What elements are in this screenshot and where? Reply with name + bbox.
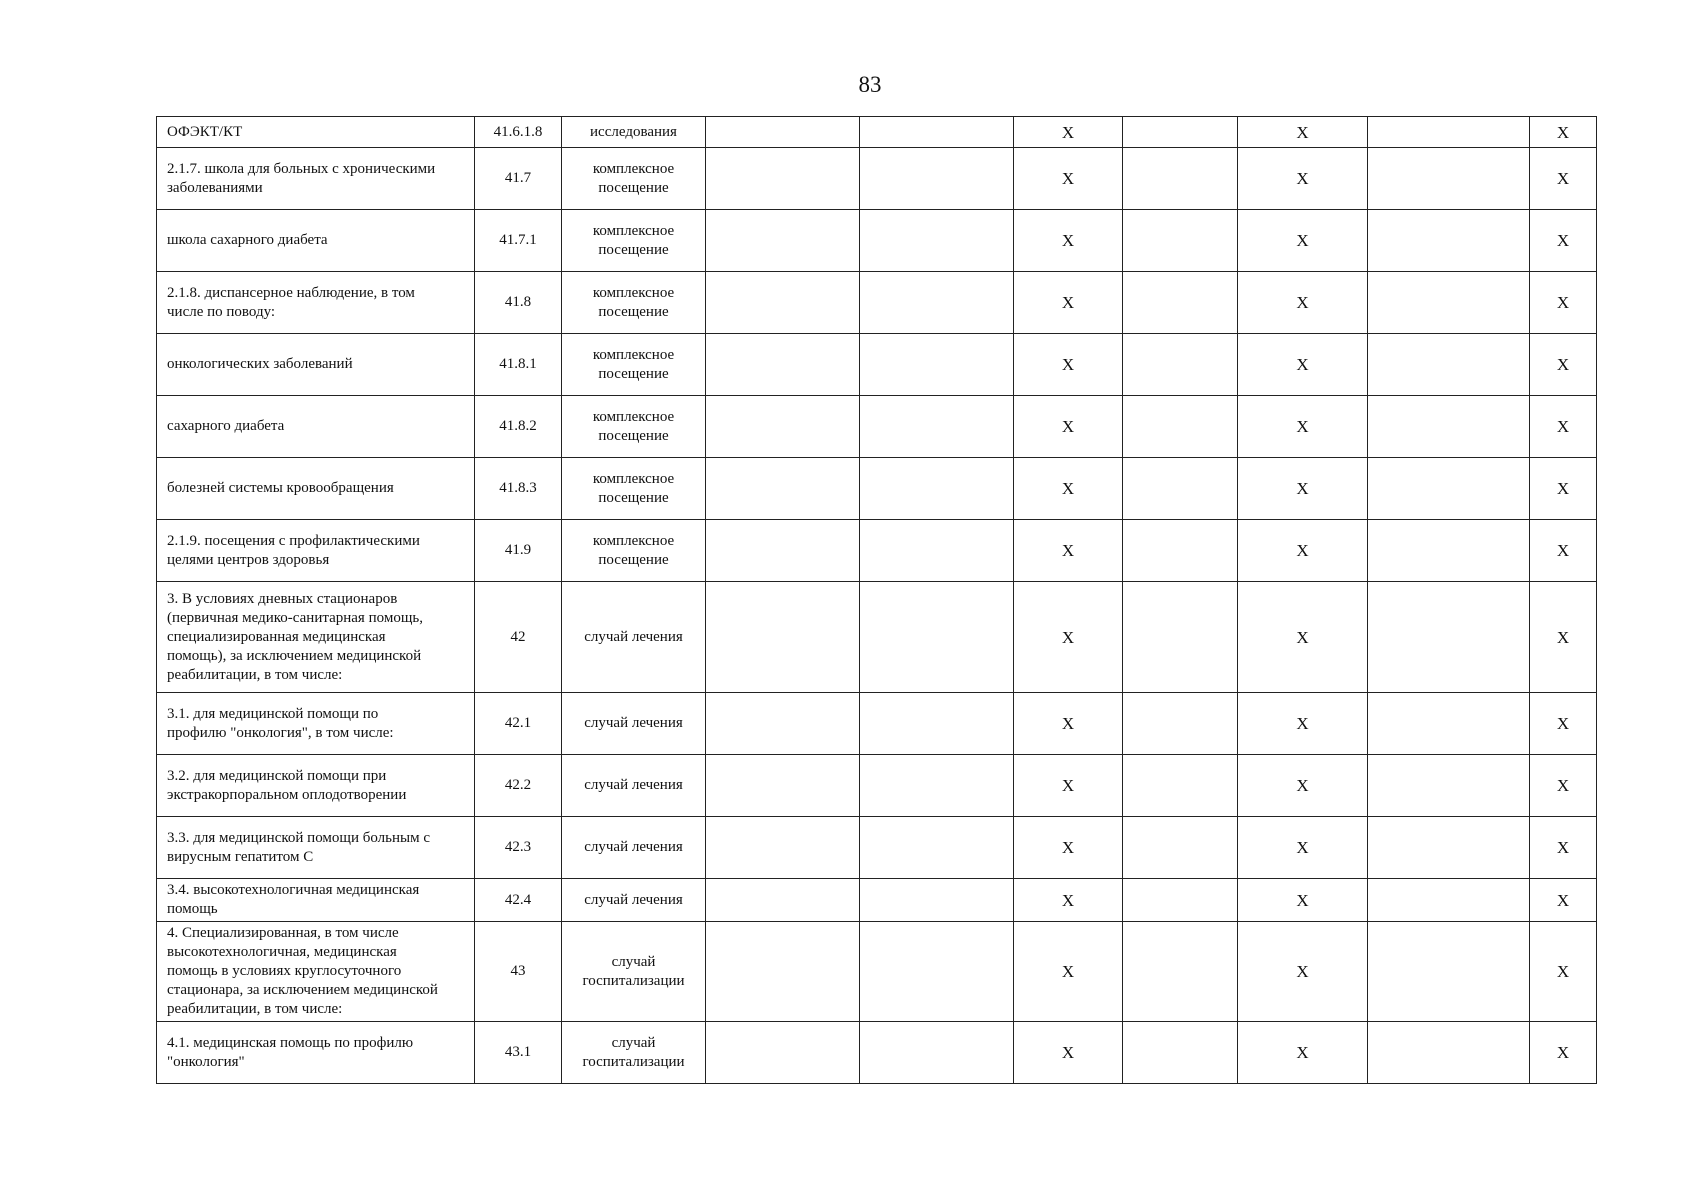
empty-cell: [1368, 117, 1530, 148]
x-mark-cell: [1530, 210, 1597, 272]
row-code-cell: [475, 210, 562, 272]
row-unit-cell: [562, 520, 706, 582]
row-name-cell: [157, 922, 475, 1022]
data-table: [156, 116, 1597, 1084]
table-row: [157, 334, 1597, 396]
table-body: [157, 117, 1597, 1084]
x-mark-cell-text: X: [1296, 962, 1309, 981]
row-unit-cell: [562, 458, 706, 520]
empty-cell: [706, 520, 860, 582]
table-row: [157, 148, 1597, 210]
row-name-cell-text: 3.1. для медицинской помощи по профилю "онкология", в том числе:: [167, 705, 394, 741]
x-mark-cell: [1238, 520, 1368, 582]
x-mark-cell-text: X: [1061, 1043, 1075, 1062]
row-code-cell-text: 42.1: [504, 715, 532, 731]
empty-cell: [706, 272, 860, 334]
row-unit-cell: [562, 148, 706, 210]
empty-cell: [706, 148, 860, 210]
empty-cell: [1123, 458, 1238, 520]
empty-cell: [860, 458, 1014, 520]
x-mark-cell: [1530, 817, 1597, 879]
row-code-cell-text: 41.8.2: [499, 418, 537, 434]
row-code-cell: [475, 1022, 562, 1084]
empty-cell: [860, 693, 1014, 755]
row-code-cell: [475, 117, 562, 148]
empty-cell: [1123, 210, 1238, 272]
empty-cell: [706, 582, 860, 693]
row-unit-cell-text: комплексное посещение: [592, 532, 675, 568]
x-mark-cell: [1238, 922, 1368, 1022]
row-name-cell-text: 3.2. для медицинской помощи при экстракорпоральном оплодотворении: [167, 767, 407, 803]
x-mark-cell: [1530, 117, 1597, 148]
row-unit-cell: [562, 1022, 706, 1084]
row-unit-cell: [562, 755, 706, 817]
x-mark-cell: [1530, 693, 1597, 755]
x-mark-cell-text: X: [1061, 169, 1075, 188]
x-mark-cell-text: X: [1061, 417, 1075, 436]
x-mark-cell: [1014, 922, 1123, 1022]
row-name-cell: [157, 458, 475, 520]
empty-cell: [1368, 148, 1530, 210]
empty-cell: [1123, 148, 1238, 210]
row-code-cell: [475, 396, 562, 458]
x-mark-cell-text: X: [1296, 714, 1309, 733]
row-code-cell-text: 41.8: [504, 294, 532, 310]
row-name-cell: [157, 117, 475, 148]
row-name-cell-text: 2.1.9. посещения с профилактическими целями центров здоровья: [167, 532, 420, 568]
x-mark-cell-text: X: [1296, 1043, 1309, 1062]
x-mark-cell-text: X: [1556, 231, 1570, 250]
row-unit-cell: [562, 922, 706, 1022]
x-mark-cell: [1014, 755, 1123, 817]
row-name-cell: [157, 272, 475, 334]
row-name-cell: [157, 755, 475, 817]
x-mark-cell-text: X: [1556, 169, 1570, 188]
empty-cell: [1123, 272, 1238, 334]
x-mark-cell-text: X: [1296, 293, 1309, 312]
empty-cell: [860, 334, 1014, 396]
row-name-cell: [157, 334, 475, 396]
row-code-cell-text: 42.4: [504, 891, 532, 908]
x-mark-cell: [1530, 334, 1597, 396]
row-name-cell-text: школа сахарного диабета: [167, 232, 328, 248]
empty-cell: [860, 210, 1014, 272]
empty-cell: [860, 396, 1014, 458]
x-mark-cell: [1530, 1022, 1597, 1084]
empty-cell: [1368, 879, 1530, 922]
x-mark-cell-text: X: [1556, 293, 1570, 312]
x-mark-cell: [1014, 817, 1123, 879]
x-mark-cell-text: X: [1061, 541, 1075, 560]
x-mark-cell-text: X: [1296, 838, 1309, 857]
x-mark-cell-text: X: [1061, 962, 1075, 981]
empty-cell: [1368, 210, 1530, 272]
x-mark-cell: [1014, 117, 1123, 148]
empty-cell: [1368, 817, 1530, 879]
row-code-cell: [475, 817, 562, 879]
empty-cell: [1123, 693, 1238, 755]
row-code-cell-text: 41.8.3: [499, 480, 537, 496]
table-row: [157, 210, 1597, 272]
row-code-cell-text: 43.1: [504, 1044, 532, 1060]
x-mark-cell: [1014, 1022, 1123, 1084]
row-name-cell-text: сахарного диабета: [167, 418, 285, 434]
row-code-cell: [475, 272, 562, 334]
empty-cell: [860, 148, 1014, 210]
empty-cell: [1368, 520, 1530, 582]
x-mark-cell-text: X: [1296, 417, 1309, 436]
empty-cell: [706, 693, 860, 755]
x-mark-cell: [1014, 334, 1123, 396]
row-unit-cell-text: комплексное посещение: [592, 284, 675, 320]
row-name-cell: [157, 210, 475, 272]
row-unit-cell-text: случай лечения: [584, 777, 683, 793]
row-unit-cell-text: исследования: [590, 123, 677, 140]
empty-cell: [1123, 396, 1238, 458]
row-name-cell-text: 4.1. медицинская помощь по профилю "онкология": [167, 1034, 414, 1070]
x-mark-cell-text: X: [1556, 962, 1570, 981]
empty-cell: [1123, 879, 1238, 922]
x-mark-cell-text: X: [1296, 169, 1309, 188]
row-code-cell-text: 42.3: [504, 839, 532, 855]
x-mark-cell-text: X: [1556, 627, 1570, 647]
row-code-cell-text: 41.8.1: [499, 356, 537, 372]
empty-cell: [1368, 922, 1530, 1022]
x-mark-cell-text: X: [1061, 355, 1075, 374]
row-name-cell-text: 2.1.7. школа для больных с хроническими заболеваниями: [167, 160, 436, 196]
x-mark-cell-text: X: [1061, 890, 1075, 910]
row-code-cell: [475, 755, 562, 817]
row-code-cell: [475, 148, 562, 210]
empty-cell: [1368, 396, 1530, 458]
row-unit-cell-text: случай госпитализации: [582, 953, 685, 989]
table-row: [157, 1022, 1597, 1084]
x-mark-cell-text: X: [1061, 714, 1075, 733]
row-name-cell-text: онкологических заболеваний: [167, 356, 353, 372]
x-mark-cell-text: X: [1556, 776, 1570, 795]
row-code-cell: [475, 879, 562, 922]
table-row: [157, 755, 1597, 817]
x-mark-cell: [1238, 117, 1368, 148]
table-row: [157, 582, 1597, 693]
row-name-cell: [157, 396, 475, 458]
empty-cell: [1123, 334, 1238, 396]
x-mark-cell: [1530, 582, 1597, 693]
empty-cell: [1123, 117, 1238, 148]
row-name-cell-text: болезней системы кровообращения: [167, 480, 394, 496]
empty-cell: [706, 458, 860, 520]
x-mark-cell: [1530, 755, 1597, 817]
x-mark-cell-text: X: [1296, 627, 1309, 647]
empty-cell: [1123, 922, 1238, 1022]
row-unit-cell: [562, 582, 706, 693]
x-mark-cell: [1238, 334, 1368, 396]
x-mark-cell: [1530, 879, 1597, 922]
empty-cell: [706, 879, 860, 922]
row-unit-cell: [562, 210, 706, 272]
row-name-cell-text: 3.4. высокотехнологичная медицинская помощь: [167, 882, 420, 917]
x-mark-cell-text: X: [1296, 541, 1309, 560]
table-row: [157, 922, 1597, 1022]
x-mark-cell-text: X: [1556, 890, 1570, 910]
row-name-cell: [157, 520, 475, 582]
row-unit-cell-text: случай лечения: [584, 628, 683, 645]
row-unit-cell-text: случай лечения: [584, 891, 683, 908]
table-row: [157, 693, 1597, 755]
x-mark-cell-text: X: [1296, 479, 1309, 498]
x-mark-cell: [1238, 693, 1368, 755]
empty-cell: [1123, 520, 1238, 582]
row-code-cell-text: 41.7.1: [499, 232, 537, 248]
x-mark-cell: [1014, 148, 1123, 210]
x-mark-cell: [1014, 396, 1123, 458]
row-code-cell-text: 43: [510, 963, 526, 979]
x-mark-cell-text: X: [1296, 776, 1309, 795]
x-mark-cell: [1238, 210, 1368, 272]
row-code-cell: [475, 582, 562, 693]
empty-cell: [860, 520, 1014, 582]
x-mark-cell-text: X: [1061, 122, 1075, 142]
empty-cell: [1368, 582, 1530, 693]
x-mark-cell: [1014, 458, 1123, 520]
empty-cell: [706, 396, 860, 458]
empty-cell: [860, 1022, 1014, 1084]
empty-cell: [860, 922, 1014, 1022]
row-unit-cell: [562, 334, 706, 396]
row-code-cell-text: 41.9: [504, 542, 532, 558]
row-name-cell: [157, 582, 475, 693]
row-unit-cell: [562, 272, 706, 334]
row-name-cell-text: 4. Специализированная, в том числе высокотехнологичная, медицинская помощь в условиях круглосуточного стационара, за исключением медицинской реабилитации, в том числе:: [167, 925, 438, 1017]
empty-cell: [706, 117, 860, 148]
row-unit-cell-text: комплексное посещение: [592, 346, 675, 382]
row-unit-cell-text: случай лечения: [584, 715, 683, 731]
row-unit-cell-text: комплексное посещение: [592, 222, 675, 258]
row-name-cell-text: 3.3. для медицинской помощи больным с вирусным гепатитом С: [167, 829, 430, 865]
x-mark-cell: [1238, 582, 1368, 693]
x-mark-cell-text: X: [1556, 714, 1570, 733]
x-mark-cell: [1014, 210, 1123, 272]
empty-cell: [860, 582, 1014, 693]
row-name-cell: [157, 693, 475, 755]
x-mark-cell-text: X: [1296, 231, 1309, 250]
x-mark-cell-text: X: [1556, 541, 1570, 560]
row-name-cell: [157, 879, 475, 922]
table-row: [157, 272, 1597, 334]
x-mark-cell: [1238, 458, 1368, 520]
empty-cell: [1368, 458, 1530, 520]
empty-cell: [706, 817, 860, 879]
empty-cell: [860, 272, 1014, 334]
row-unit-cell: [562, 117, 706, 148]
x-mark-cell: [1530, 922, 1597, 1022]
x-mark-cell-text: X: [1556, 417, 1570, 436]
x-mark-cell: [1530, 272, 1597, 334]
x-mark-cell: [1238, 272, 1368, 334]
empty-cell: [706, 922, 860, 1022]
x-mark-cell: [1014, 693, 1123, 755]
table-row: [157, 817, 1597, 879]
x-mark-cell: [1014, 582, 1123, 693]
row-unit-cell-text: случай лечения: [584, 839, 683, 855]
row-unit-cell-text: комплексное посещение: [592, 408, 675, 444]
empty-cell: [860, 755, 1014, 817]
table-row: [157, 520, 1597, 582]
x-mark-cell-text: X: [1556, 838, 1570, 857]
x-mark-cell-text: X: [1296, 355, 1309, 374]
row-code-cell-text: 41.7: [504, 170, 532, 186]
empty-cell: [706, 755, 860, 817]
x-mark-cell: [1238, 396, 1368, 458]
empty-cell: [1368, 272, 1530, 334]
empty-cell: [1123, 817, 1238, 879]
x-mark-cell-text: X: [1556, 1043, 1570, 1062]
x-mark-cell-text: X: [1061, 776, 1075, 795]
row-code-cell-text: 41.6.1.8: [493, 123, 543, 140]
empty-cell: [706, 334, 860, 396]
empty-cell: [1368, 334, 1530, 396]
empty-cell: [1368, 755, 1530, 817]
page-number: 83: [858, 72, 882, 97]
row-name-cell-text: ОФЭКТ/КТ: [167, 123, 243, 140]
empty-cell: [860, 879, 1014, 922]
x-mark-cell: [1238, 755, 1368, 817]
x-mark-cell-text: X: [1556, 355, 1570, 374]
x-mark-cell: [1530, 396, 1597, 458]
x-mark-cell: [1238, 817, 1368, 879]
x-mark-cell: [1014, 272, 1123, 334]
x-mark-cell: [1238, 1022, 1368, 1084]
x-mark-cell-text: X: [1061, 627, 1075, 647]
table-row: [157, 117, 1597, 148]
x-mark-cell: [1530, 458, 1597, 520]
row-code-cell: [475, 693, 562, 755]
row-unit-cell-text: комплексное посещение: [592, 160, 675, 196]
x-mark-cell: [1238, 148, 1368, 210]
empty-cell: [1368, 1022, 1530, 1084]
empty-cell: [706, 210, 860, 272]
x-mark-cell-text: X: [1061, 479, 1075, 498]
empty-cell: [860, 817, 1014, 879]
row-code-cell: [475, 922, 562, 1022]
row-name-cell: [157, 1022, 475, 1084]
row-name-cell: [157, 148, 475, 210]
row-unit-cell: [562, 396, 706, 458]
row-unit-cell: [562, 693, 706, 755]
x-mark-cell-text: X: [1296, 890, 1309, 910]
empty-cell: [860, 117, 1014, 148]
x-mark-cell: [1530, 148, 1597, 210]
x-mark-cell-text: X: [1061, 293, 1075, 312]
row-unit-cell: [562, 879, 706, 922]
empty-cell: [706, 1022, 860, 1084]
x-mark-cell-text: X: [1061, 838, 1075, 857]
x-mark-cell-text: X: [1556, 479, 1570, 498]
row-unit-cell: [562, 817, 706, 879]
row-name-cell: [157, 817, 475, 879]
x-mark-cell: [1014, 879, 1123, 922]
empty-cell: [1123, 755, 1238, 817]
table-row: [157, 458, 1597, 520]
x-mark-cell-text: X: [1296, 122, 1309, 142]
x-mark-cell: [1014, 520, 1123, 582]
x-mark-cell-text: X: [1061, 231, 1075, 250]
empty-cell: [1368, 693, 1530, 755]
row-unit-cell-text: случай госпитализации: [582, 1034, 685, 1070]
empty-cell: [1123, 582, 1238, 693]
table-row: [157, 396, 1597, 458]
row-code-cell: [475, 458, 562, 520]
row-code-cell: [475, 520, 562, 582]
x-mark-cell: [1238, 879, 1368, 922]
row-code-cell-text: 42: [510, 628, 526, 645]
x-mark-cell-text: X: [1556, 122, 1570, 142]
row-name-cell-text: 2.1.8. диспансерное наблюдение, в том числе по поводу:: [167, 284, 415, 320]
table-row: [157, 879, 1597, 922]
row-unit-cell-text: комплексное посещение: [592, 470, 675, 506]
row-code-cell: [475, 334, 562, 396]
row-name-cell-text: 3. В условиях дневных стационаров (первичная медико-санитарная помощь, специализированная медицинская помощь), за исключением медицинской реабилитации, в том числе:: [167, 590, 423, 683]
row-code-cell-text: 42.2: [504, 777, 532, 793]
empty-cell: [1123, 1022, 1238, 1084]
x-mark-cell: [1530, 520, 1597, 582]
